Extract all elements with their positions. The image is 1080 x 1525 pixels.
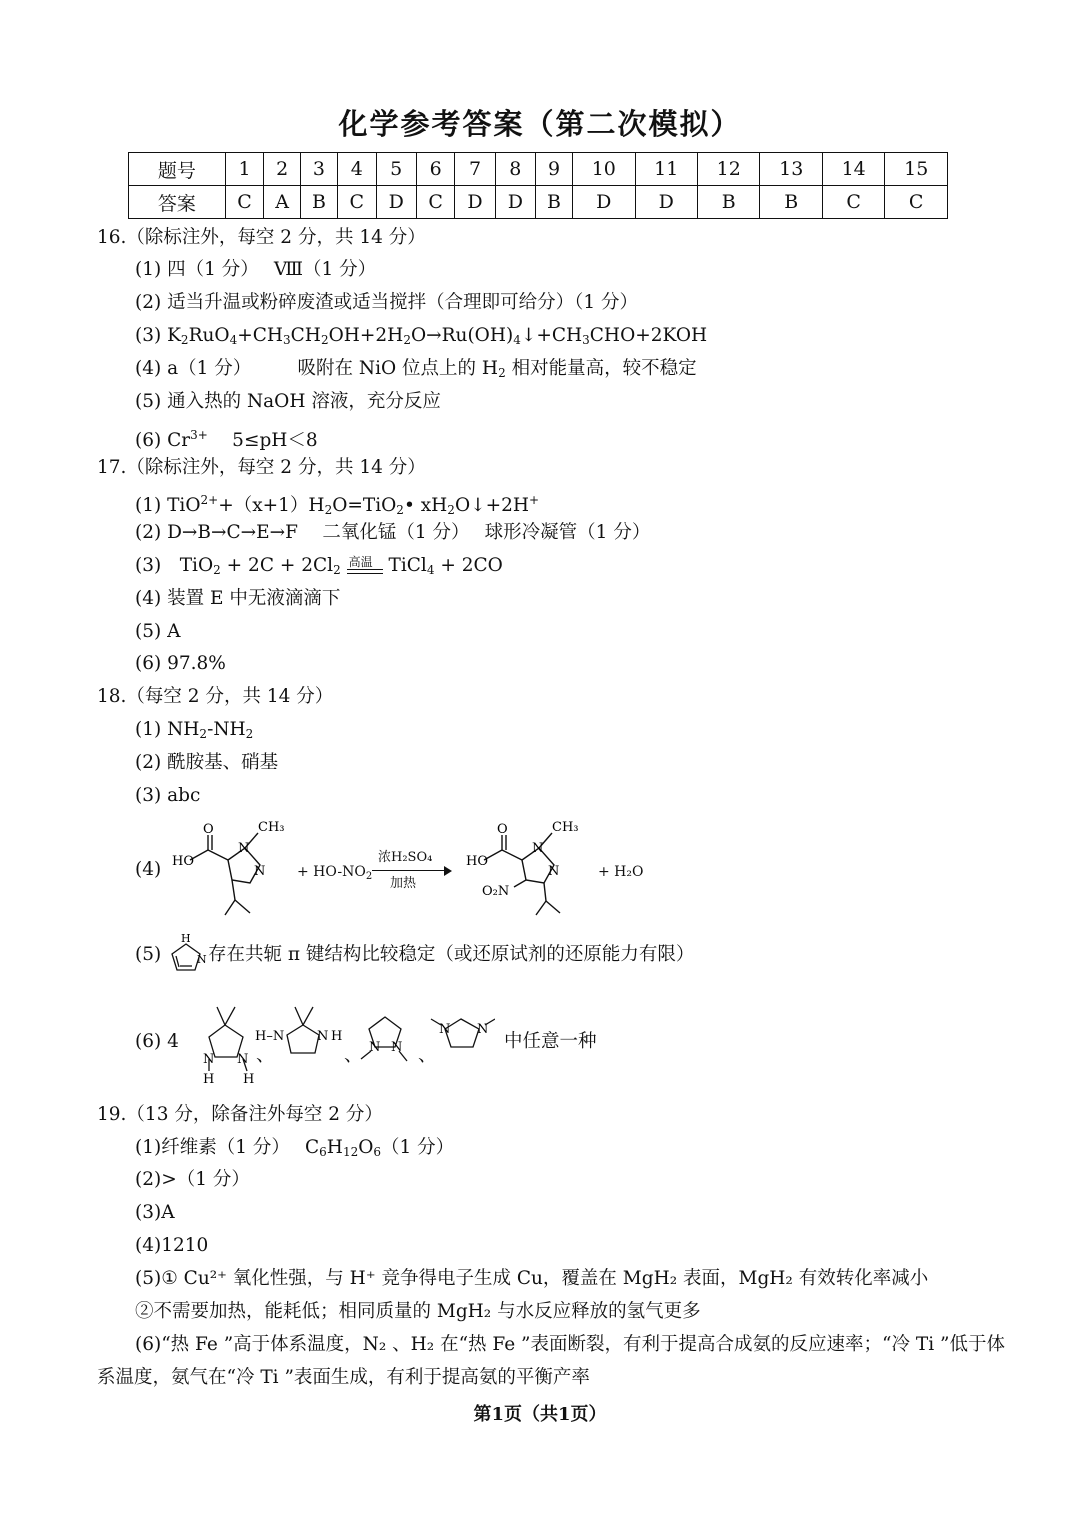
reaction-condition (347, 554, 383, 578)
subscript: 2 (333, 563, 341, 577)
number-cell: 7 (455, 153, 495, 186)
atom-label: CH₃ (258, 820, 285, 835)
text: (1) TiO (135, 495, 201, 516)
atom-label: N (391, 1040, 403, 1055)
text: • xH (403, 495, 448, 516)
q17-header: 17.（除标注外，每空 2 分，共 14 分） (97, 457, 426, 478)
answer-cell: B (535, 186, 572, 219)
subscript: 2 (180, 333, 189, 347)
number-cell: 14 (822, 153, 884, 186)
text: + 2C + 2Cl (220, 555, 334, 576)
atom-label: N (532, 841, 544, 856)
equals-sign (347, 569, 383, 574)
q19-answer-6-1: (6)“热 Fe ”高于体系温度，N₂ 、H₂ 在“热 Fe ”表面断裂，有利于提高合成氨的反应速率；“冷 Ti ”低于体 (135, 1334, 1005, 1355)
text: （1 分） (381, 1137, 455, 1158)
separator: 、 (256, 1045, 275, 1066)
q18-answer-5-label: (5) (135, 944, 162, 965)
bond (502, 850, 522, 860)
text: O (358, 1137, 374, 1158)
number-cell: 9 (535, 153, 572, 186)
q19-answer-5-2: ②不需要加热，能耗低；相同质量的 MgH₂ 与水反应释放的氢气更多 (135, 1301, 701, 1322)
answer-cell: C (416, 186, 455, 219)
number-row (129, 153, 948, 186)
reaction-arrow (372, 870, 448, 871)
q16-answer-1: (1) 四（1 分） Ⅷ（1 分） (135, 259, 377, 280)
text: -NH (207, 719, 246, 740)
atom-label: N (254, 864, 266, 879)
row-header-answer: 答案 (129, 186, 226, 219)
subscript: 3 (582, 333, 590, 347)
text: + HO-NO (297, 864, 366, 880)
q19-answer-3: (3)A (135, 1202, 175, 1223)
answer-cell: D (495, 186, 535, 219)
text: TiCl (382, 555, 427, 576)
bond (176, 956, 179, 967)
answer-row (129, 186, 948, 219)
ring (287, 1025, 319, 1053)
subscript: 3 (283, 333, 291, 347)
q19-header: 19.（13 分，除备注外每空 2 分） (97, 1104, 383, 1125)
subscript: 6 (319, 1145, 327, 1159)
number-cell: 10 (573, 153, 635, 186)
condition-text: 高温 (348, 555, 373, 569)
atom-label: N (477, 1022, 489, 1037)
atom-label: O₂N (482, 884, 510, 899)
text: H (326, 1137, 343, 1158)
number-cell: 13 (760, 153, 822, 186)
q16-answer-6 (135, 423, 318, 453)
subscript: 2 (396, 503, 404, 517)
arrow-head (444, 866, 452, 876)
number-cell: 4 (338, 153, 377, 186)
number-cell: 15 (885, 153, 948, 186)
atom-label: O (497, 822, 508, 837)
subscript: 4 (426, 563, 435, 577)
q18-answer-4-label: (4) (135, 859, 162, 880)
subscript: 2 (403, 333, 411, 347)
atom-label: N (238, 841, 250, 856)
text: ↓+CH (520, 325, 583, 346)
superscript: 3+ (190, 428, 208, 442)
text: +（x+1）H (218, 495, 325, 516)
subscript: 2 (498, 366, 506, 380)
q16-header: 16.（除标注外，每空 2 分，共 14 分） (97, 227, 426, 248)
answer-cell: D (455, 186, 495, 219)
text: CH (290, 325, 321, 346)
q17-answer-1 (135, 488, 539, 522)
subscript: 6 (373, 1145, 382, 1159)
subscript: 2 (320, 333, 329, 347)
q16-answer-3 (135, 324, 707, 352)
q18-answer-2: (2) 酰胺基、硝基 (135, 752, 279, 773)
q17-answer-6: (6) 97.8% (135, 653, 226, 674)
bond (544, 883, 546, 901)
bond (536, 901, 546, 915)
text: 5≤pH＜8 (207, 430, 318, 451)
q18-answer-3: (3) abc (135, 785, 201, 806)
text: (6) Cr (135, 430, 191, 451)
superscript: 2+ (200, 493, 219, 507)
subscript: 2 (324, 503, 333, 517)
text: OH+2H (328, 325, 404, 346)
answer-cell: C (338, 186, 377, 219)
text: (1) NH (135, 719, 200, 740)
q19-answer-5-1: (5)① Cu²⁺ 氧化性强，与 H⁺ 竞争得电子生成 Cu，覆盖在 MgH₂ 表面，MgH₂ 有效转化率减小 (135, 1268, 929, 1289)
text: O=TiO (332, 495, 397, 516)
condition-bottom: 加热 (390, 876, 417, 891)
atom-label: N (203, 1052, 215, 1067)
q19-answer-4: (4)1210 (135, 1235, 209, 1256)
water-product: + H₂O (598, 864, 644, 880)
q19-answer-6-2: 系温度，氨气在“冷 Ti ”表面生成，有利于提高氨的平衡产率 (97, 1367, 590, 1388)
atom-label: H (203, 1072, 215, 1087)
atom-label: N (237, 1052, 249, 1067)
atom-label: HO (172, 854, 194, 869)
bond (208, 850, 228, 860)
answer-cell: D (635, 186, 697, 219)
atom-label: CH₃ (552, 820, 579, 835)
atom-label: N (197, 953, 207, 966)
subscript: 12 (342, 1145, 359, 1159)
text: CHO+2KOH (589, 325, 708, 346)
number-cell: 1 (225, 153, 264, 186)
bond (546, 901, 560, 913)
atom-label: H (331, 1029, 343, 1044)
text: (1)纤维素（1 分） C (135, 1137, 320, 1158)
answer-cell: D (573, 186, 635, 219)
number-cell: 2 (264, 153, 301, 186)
bond (295, 1007, 303, 1025)
number-cell: 11 (635, 153, 697, 186)
text: (3) TiO (135, 555, 214, 576)
q17-answer-5: (5) A (135, 621, 181, 642)
atom-label: N (548, 864, 560, 879)
answer-cell: C (885, 186, 948, 219)
subscript: 4 (229, 333, 238, 347)
answer-table (128, 152, 948, 219)
q16-answer-2: (2) 适当升温或粉碎废渣或适当搅拌（合理即可给分）（1 分） (135, 292, 638, 313)
bond (217, 1007, 225, 1025)
condition-top: 浓H₂SO₄ (378, 850, 433, 865)
answer-cell: D (376, 186, 416, 219)
bond (225, 900, 235, 915)
text: 相对能量高，较不稳定 (505, 358, 697, 379)
q18-answer-6-label: (6) 4 (135, 1031, 179, 1052)
number-cell: 8 (495, 153, 535, 186)
separator: 、 (418, 1045, 437, 1066)
answer-cell: B (760, 186, 822, 219)
page-footer: 第1页（共1页） (473, 1404, 607, 1425)
atom-label: HO (466, 854, 488, 869)
row-header-number: 题号 (129, 153, 226, 186)
subscript: 2 (365, 871, 373, 882)
atom-label: H (243, 1072, 255, 1087)
number-cell: 6 (416, 153, 455, 186)
bond (232, 880, 235, 900)
q18-answer-5-text: 存在共轭 π 键结构比较稳定（或还原试剂的还原能力有限） (208, 944, 695, 965)
text: +CH (237, 325, 284, 346)
product-structure (462, 815, 592, 925)
answer-cell: C (225, 186, 264, 219)
text: (4) a（1 分） 吸附在 NiO 位点上的 H (135, 358, 499, 379)
q17-answer-2: (2) D→B→C→E→F 二氧化锰（1 分） 球形冷凝管（1 分） (135, 522, 651, 543)
text: + 2CO (434, 555, 503, 576)
page-title: 化学参考答案（第二次模拟） (338, 107, 742, 141)
answer-cell: B (300, 186, 337, 219)
atom-label: H–N (255, 1029, 285, 1044)
q16-answer-4 (135, 357, 697, 385)
atom-label: N (317, 1029, 329, 1044)
superscript: + (529, 493, 540, 507)
q16-answer-5: (5) 通入热的 NaOH 溶液，充分反应 (135, 391, 441, 412)
isomer-structures (195, 995, 495, 1090)
bond (514, 880, 526, 887)
number-cell: 12 (698, 153, 760, 186)
answer-cell: A (264, 186, 301, 219)
atom-label: N (369, 1040, 381, 1055)
reagent-label (297, 860, 372, 889)
subscript: 2 (245, 727, 254, 741)
q19-answer-1 (135, 1136, 454, 1164)
atom-label: H (181, 932, 191, 945)
q19-answer-2: (2)>（1 分） (135, 1169, 250, 1190)
text: (3) K (135, 325, 181, 346)
subscript: 2 (213, 563, 221, 577)
text: RuO (188, 325, 230, 346)
q18-answer-1 (135, 718, 253, 746)
subscript: 4 (513, 333, 521, 347)
answer-cell: C (822, 186, 884, 219)
bond (303, 1007, 313, 1025)
separator: 、 (344, 1045, 363, 1066)
q17-answer-4: (4) 装置 E 中无液滴滴下 (135, 588, 341, 609)
bond (235, 900, 250, 913)
number-cell: 3 (300, 153, 337, 186)
bond (225, 1007, 235, 1025)
reactant-structure (170, 815, 290, 925)
text: O→Ru(OH) (410, 325, 514, 346)
subscript: 2 (199, 727, 208, 741)
answer-cell: B (698, 186, 760, 219)
atom-label: O (203, 822, 214, 837)
subscript: 2 (447, 503, 455, 517)
q18-header: 18.（每空 2 分，共 14 分） (97, 686, 334, 707)
text: O↓+2H (454, 495, 530, 516)
q18-answer-6-tail: 中任意一种 (504, 1031, 597, 1052)
pyrazole-structure (164, 930, 210, 976)
atom-label: N (439, 1022, 451, 1037)
number-cell: 5 (376, 153, 416, 186)
q17-answer-3 (135, 554, 503, 582)
